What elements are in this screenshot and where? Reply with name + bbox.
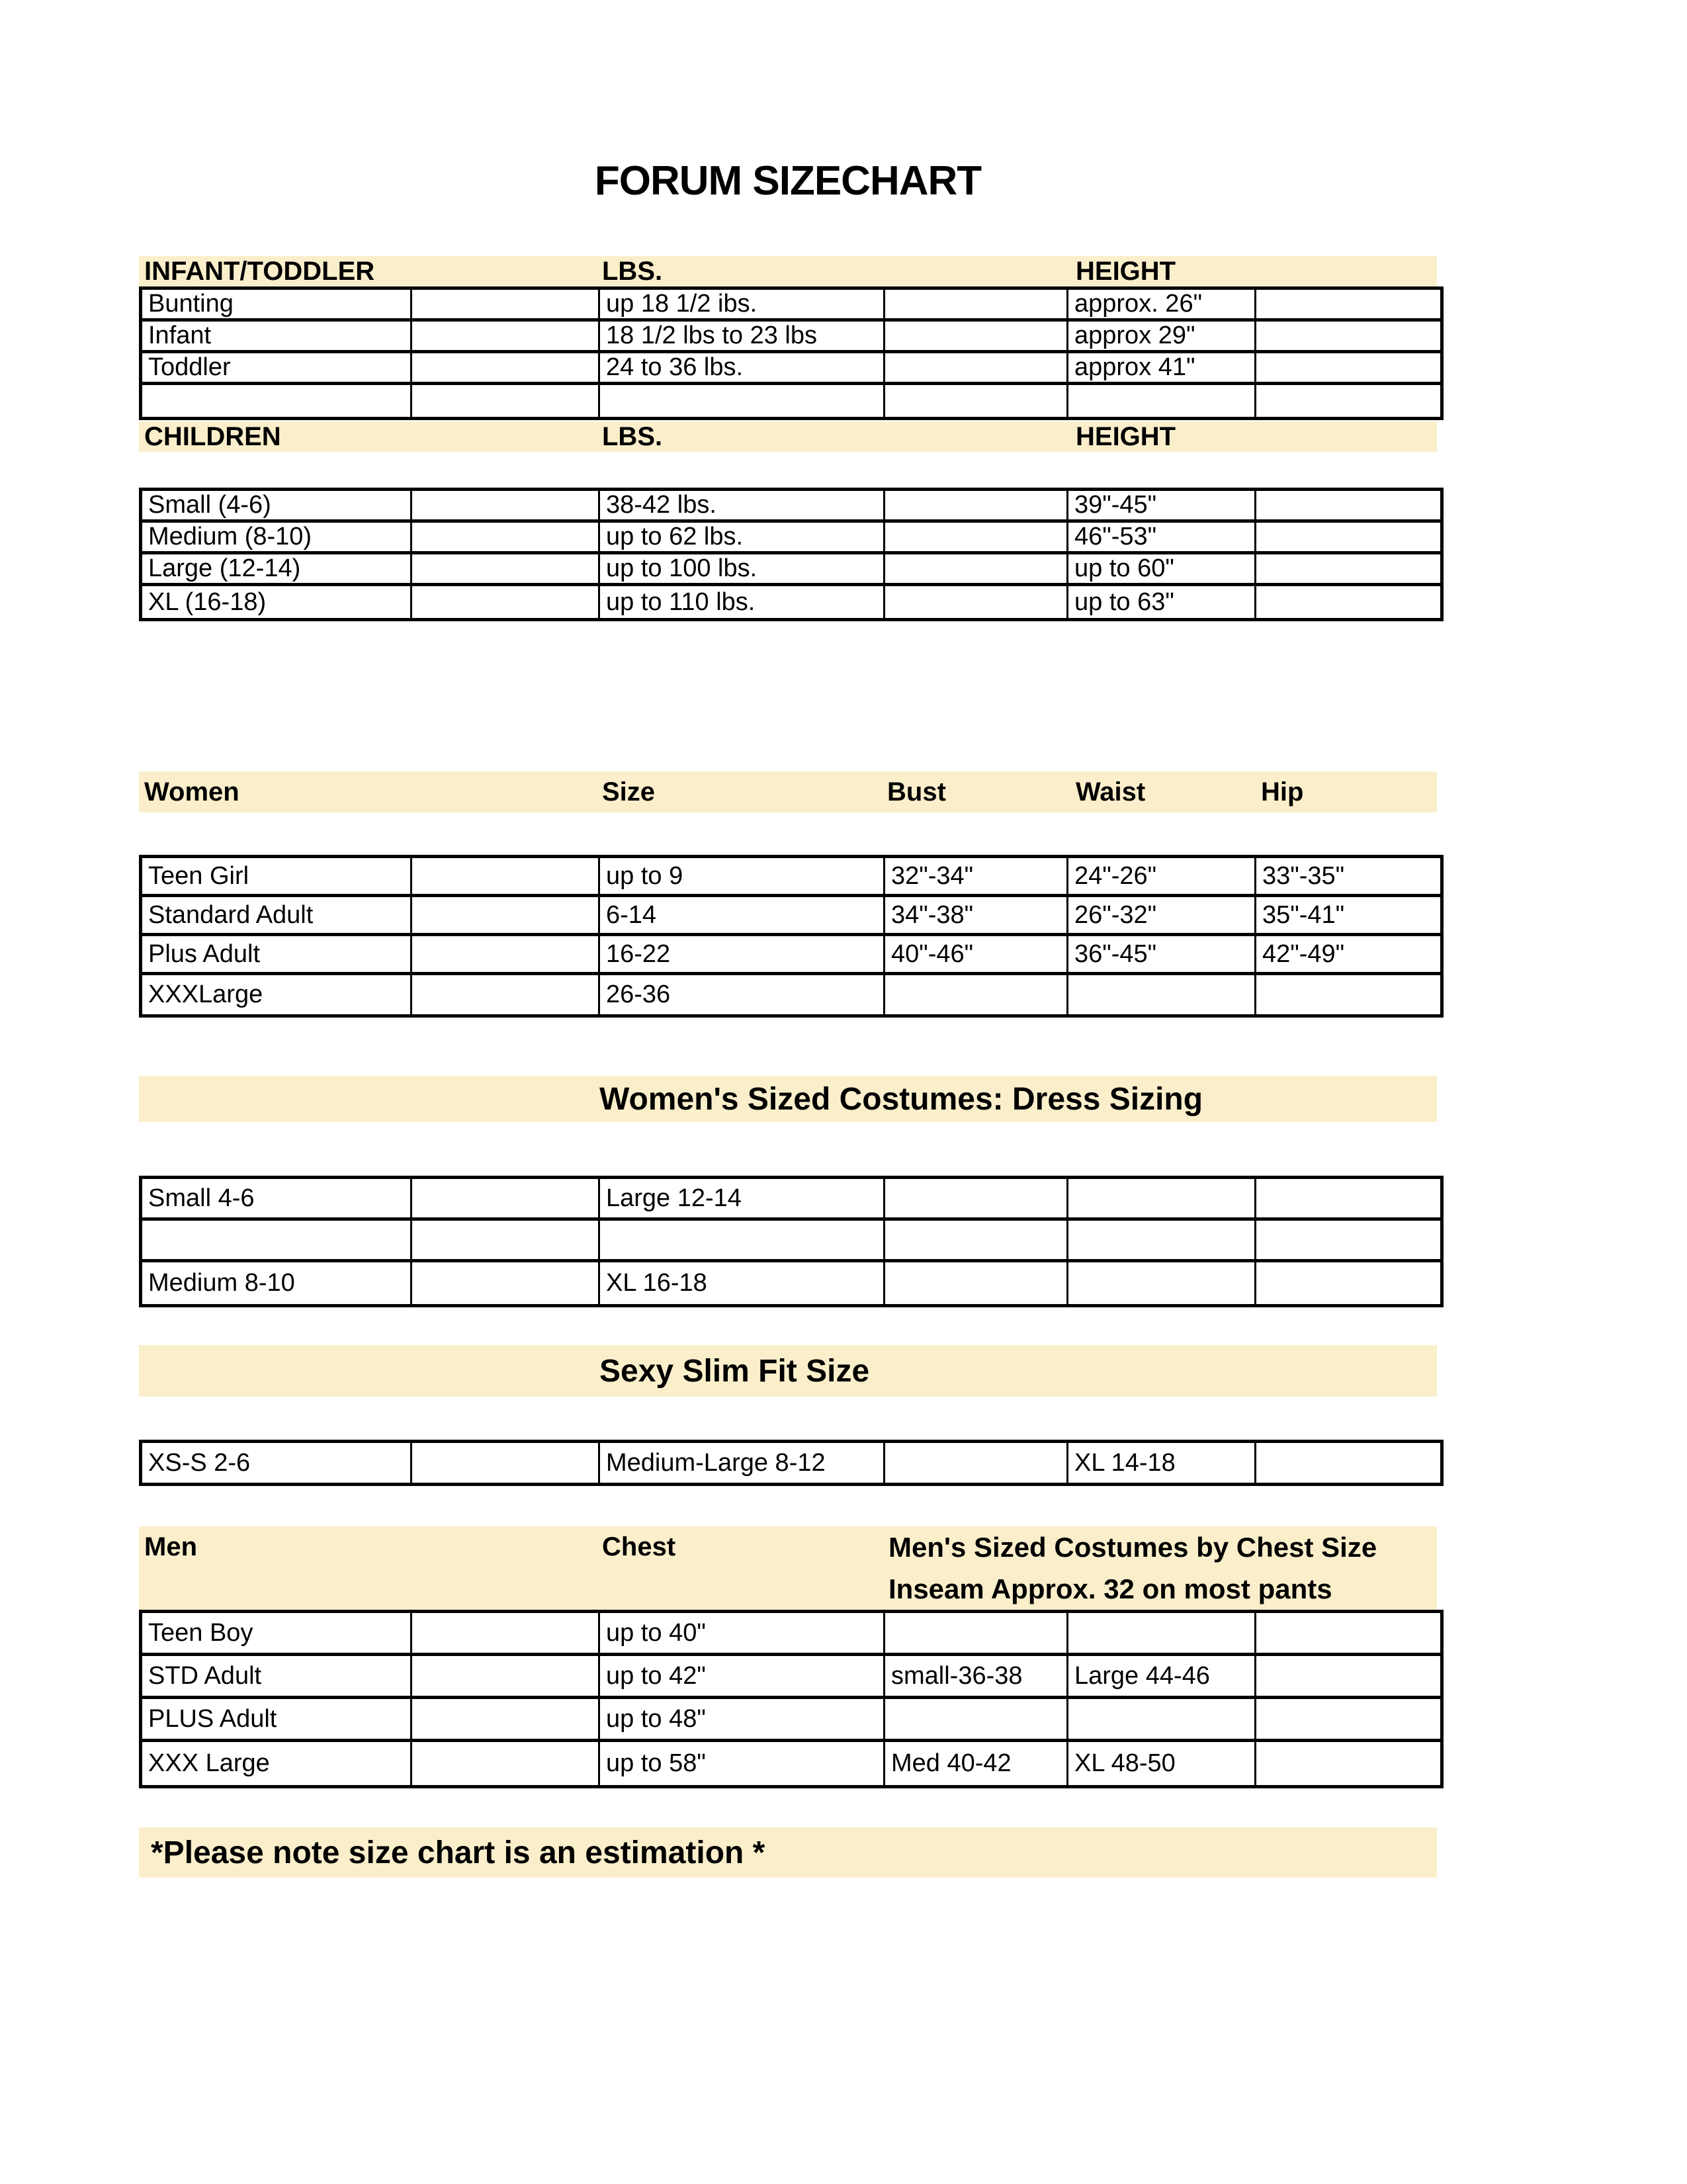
children-header-label: CHILDREN (144, 421, 281, 451)
women-header-size: Size (602, 777, 656, 807)
table-cell: up to 42" (600, 1656, 885, 1699)
children-header-height: HEIGHT (1076, 421, 1176, 451)
dress-sizing-section-header (139, 1076, 1437, 1122)
page-title: FORUM SIZECHART (594, 158, 982, 204)
table-cell (885, 975, 1068, 1014)
table-cell: Bunting (142, 290, 412, 322)
table-cell: 40"-46" (885, 936, 1068, 975)
infant-header-label: INFANT/TODDLER (144, 256, 375, 286)
table-cell (1256, 491, 1440, 523)
table-cell: approx 29" (1068, 322, 1256, 353)
table-cell: STD Adult (142, 1656, 412, 1699)
children-table (139, 488, 1444, 621)
table-cell: 35"-41" (1256, 897, 1440, 936)
infant-table (139, 286, 1444, 420)
table-cell: up to 40" (600, 1613, 885, 1656)
infant-section-header (139, 256, 1437, 286)
table-cell: Standard Adult (142, 897, 412, 936)
table-cell: up to 9 (600, 858, 885, 897)
table-cell (412, 897, 600, 936)
table-cell (1068, 1699, 1256, 1742)
table-cell: 24 to 36 lbs. (600, 353, 885, 385)
table-cell: 26"-32" (1068, 897, 1256, 936)
table-cell (412, 936, 600, 975)
table-cell (412, 1179, 600, 1221)
table-cell: XXX Large (142, 1742, 412, 1785)
table-cell (885, 1221, 1068, 1262)
table-cell (412, 858, 600, 897)
table-cell (1256, 1262, 1440, 1304)
table-cell: 24"-26" (1068, 858, 1256, 897)
men-header-inseam-note: Inseam Approx. 32 on most pants (888, 1573, 1332, 1604)
table-cell: up 18 1/2 ibs. (600, 290, 885, 322)
children-header-lbs: LBS. (602, 421, 663, 451)
table-cell: 46"-53" (1068, 523, 1256, 554)
table-cell (1256, 322, 1440, 353)
table-cell (412, 975, 600, 1014)
table-cell (885, 1699, 1068, 1742)
table-cell: 42"-49" (1256, 936, 1440, 975)
table-cell (1256, 1699, 1440, 1742)
infant-header-lbs: LBS. (602, 256, 663, 286)
table-cell: Medium 8-10 (142, 1262, 412, 1304)
table-cell: Large 44-46 (1068, 1656, 1256, 1699)
table-cell: Medium-Large 8-12 (600, 1443, 885, 1483)
table-cell: up to 110 lbs. (600, 586, 885, 618)
table-cell: XL 48-50 (1068, 1742, 1256, 1785)
table-cell: small-36-38 (885, 1656, 1068, 1699)
women-table (139, 855, 1444, 1018)
table-cell (412, 290, 600, 322)
table-cell (1068, 1179, 1256, 1221)
table-cell (412, 523, 600, 554)
table-cell (412, 1742, 600, 1785)
table-cell (885, 523, 1068, 554)
men-header-chest: Chest (602, 1532, 676, 1561)
table-cell (1256, 586, 1440, 618)
table-cell (1256, 1179, 1440, 1221)
table-cell (142, 1221, 412, 1262)
table-cell (412, 1262, 600, 1304)
table-cell: PLUS Adult (142, 1699, 412, 1742)
table-cell: up to 58" (600, 1742, 885, 1785)
table-cell: approx 41" (1068, 353, 1256, 385)
estimation-note-band (139, 1827, 1437, 1878)
table-cell (1068, 1613, 1256, 1656)
dress-sizing-title: Women's Sized Costumes: Dress Sizing (599, 1081, 1203, 1117)
table-cell (885, 1613, 1068, 1656)
table-cell: Plus Adult (142, 936, 412, 975)
table-cell (1256, 1613, 1440, 1656)
children-section-header (139, 421, 1437, 452)
women-header-label: Women (144, 777, 239, 807)
table-cell: XL (16-18) (142, 586, 412, 618)
table-cell: Teen Boy (142, 1613, 412, 1656)
table-cell: up to 62 lbs. (600, 523, 885, 554)
table-cell: 16-22 (600, 936, 885, 975)
table-cell (1068, 1262, 1256, 1304)
table-cell (1256, 1656, 1440, 1699)
table-cell (412, 1656, 600, 1699)
table-cell: Infant (142, 322, 412, 353)
table-cell: Med 40-42 (885, 1742, 1068, 1785)
table-cell (885, 554, 1068, 586)
table-cell: approx. 26" (1068, 290, 1256, 322)
women-header-waist: Waist (1076, 777, 1146, 807)
table-cell (885, 1179, 1068, 1221)
table-cell: 33"-35" (1256, 858, 1440, 897)
table-cell (412, 322, 600, 353)
women-header-bust: Bust (887, 777, 946, 807)
table-cell: 39"-45" (1068, 491, 1256, 523)
table-cell (1256, 353, 1440, 385)
table-cell: 6-14 (600, 897, 885, 936)
table-cell: 36"-45" (1068, 936, 1256, 975)
table-cell (1256, 975, 1440, 1014)
table-cell: XS-S 2-6 (142, 1443, 412, 1483)
table-cell (600, 385, 885, 417)
table-cell (142, 385, 412, 417)
table-cell (412, 1613, 600, 1656)
table-cell (1068, 1221, 1256, 1262)
table-cell: up to 100 lbs. (600, 554, 885, 586)
table-cell (412, 1699, 600, 1742)
table-cell (1256, 1742, 1440, 1785)
table-cell: XL 16-18 (600, 1262, 885, 1304)
table-cell (1256, 385, 1440, 417)
men-table (139, 1610, 1444, 1788)
table-cell: 18 1/2 lbs to 23 lbs (600, 322, 885, 353)
dress-sizing-table (139, 1176, 1444, 1307)
table-cell: XXXLarge (142, 975, 412, 1014)
table-cell: 38-42 lbs. (600, 491, 885, 523)
table-cell (885, 353, 1068, 385)
men-header-chest-size-note: Men's Sized Costumes by Chest Size (888, 1531, 1377, 1563)
table-cell (412, 1221, 600, 1262)
table-cell: Large 12-14 (600, 1179, 885, 1221)
table-cell (600, 1221, 885, 1262)
table-cell (885, 385, 1068, 417)
men-section-header (139, 1526, 1437, 1610)
table-cell (885, 1262, 1068, 1304)
table-cell (412, 385, 600, 417)
table-cell: Small 4-6 (142, 1179, 412, 1221)
table-cell (1256, 523, 1440, 554)
table-cell (885, 1443, 1068, 1483)
table-cell (412, 491, 600, 523)
slim-fit-table (139, 1440, 1444, 1486)
slim-fit-section-header (139, 1345, 1437, 1397)
table-cell (1256, 290, 1440, 322)
table-cell (885, 322, 1068, 353)
table-cell: up to 48" (600, 1699, 885, 1742)
table-cell: 32"-34" (885, 858, 1068, 897)
table-cell: 34"-38" (885, 897, 1068, 936)
table-cell: 26-36 (600, 975, 885, 1014)
table-cell: Teen Girl (142, 858, 412, 897)
infant-header-height: HEIGHT (1076, 256, 1176, 286)
table-cell (412, 586, 600, 618)
table-cell (1068, 385, 1256, 417)
table-cell (1068, 975, 1256, 1014)
men-header-label: Men (144, 1532, 197, 1561)
table-cell (412, 353, 600, 385)
table-cell: Large (12-14) (142, 554, 412, 586)
estimation-note: *Please note size chart is an estimation * (151, 1835, 765, 1870)
women-header-hip: Hip (1261, 777, 1304, 807)
table-cell (412, 554, 600, 586)
table-cell: up to 63" (1068, 586, 1256, 618)
table-cell: XL 14-18 (1068, 1443, 1256, 1483)
table-cell (885, 491, 1068, 523)
table-cell: Medium (8-10) (142, 523, 412, 554)
table-cell (885, 586, 1068, 618)
table-cell: up to 60" (1068, 554, 1256, 586)
women-section-header (139, 771, 1437, 812)
slim-fit-title: Sexy Slim Fit Size (599, 1353, 870, 1389)
table-cell (885, 290, 1068, 322)
table-cell (1256, 1221, 1440, 1262)
table-cell: Small (4-6) (142, 491, 412, 523)
table-cell (1256, 554, 1440, 586)
table-cell: Toddler (142, 353, 412, 385)
table-cell (1256, 1443, 1440, 1483)
table-cell (412, 1443, 600, 1483)
